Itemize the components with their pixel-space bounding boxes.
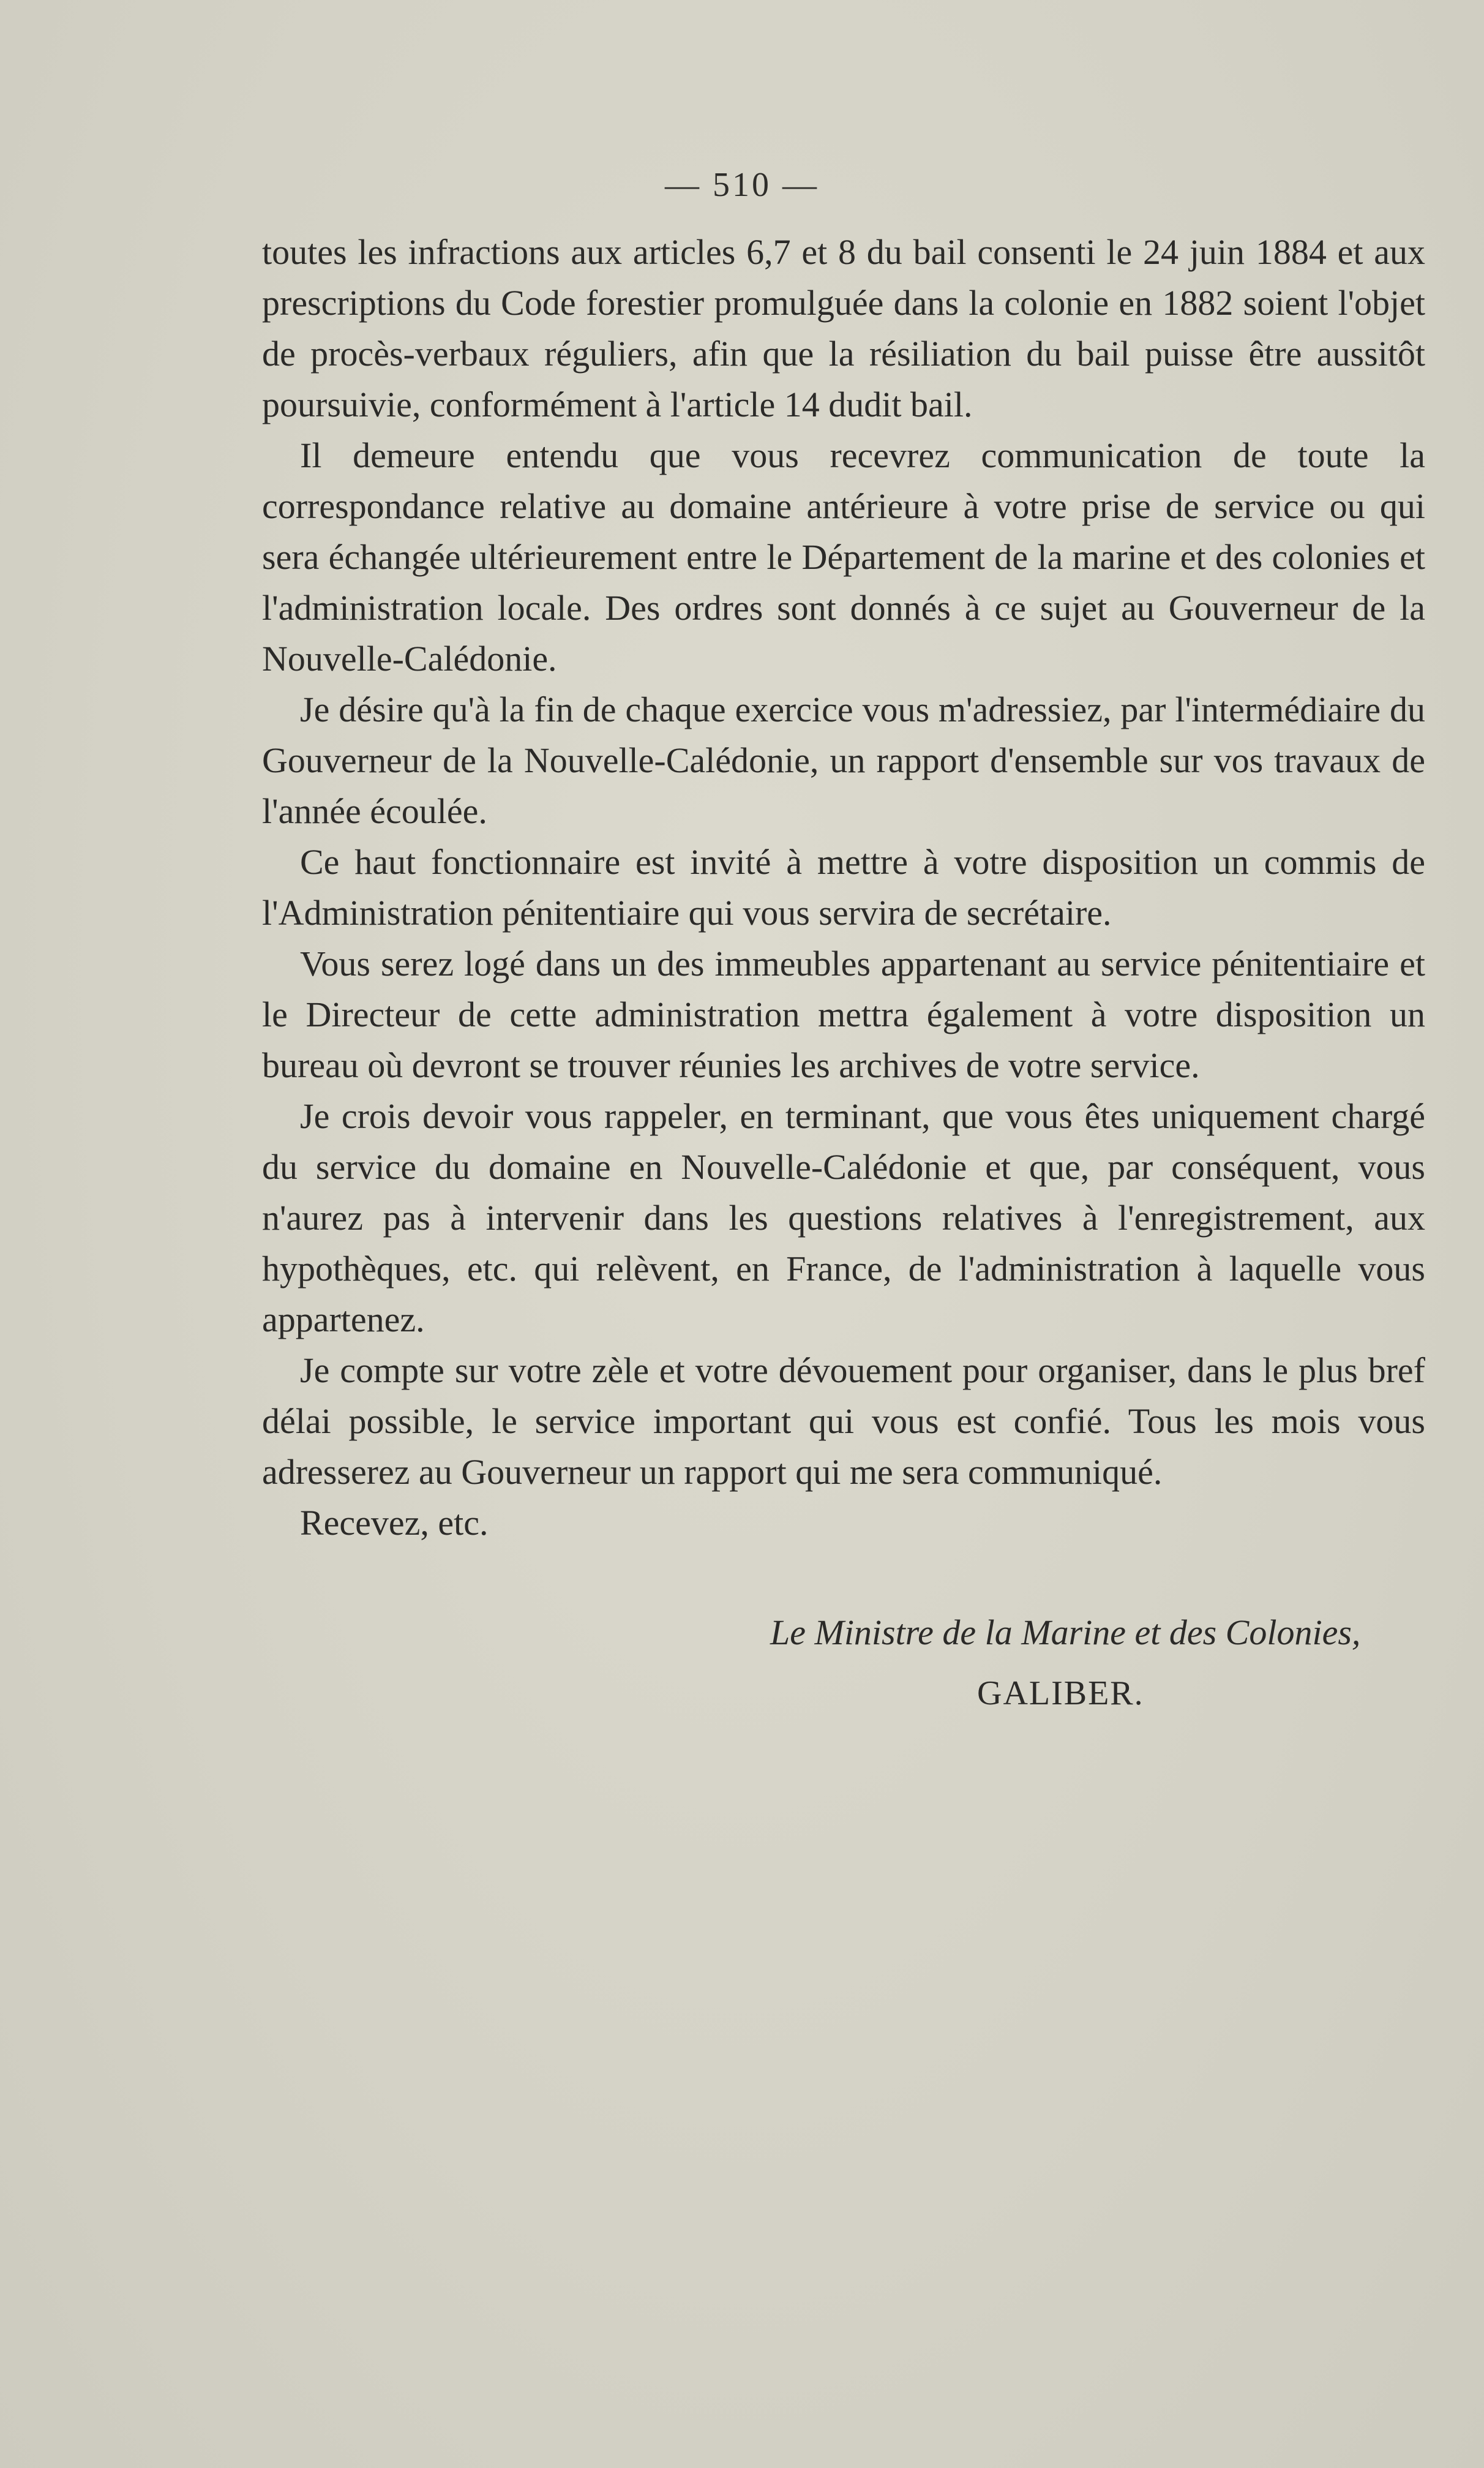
paragraph-6: Je crois devoir vous rappeler, en terminant, que vous êtes uniquement chargé du service du domaine en Nouvelle-Calédonie et que, par conséquent, vous n'aurez pas à intervenir dans les questions relatives à l'enregistrement, aux hypothèques, etc. qui relèvent, en France, de l'administration à laquelle vous appartenez.: [262, 1096, 1425, 1339]
letter-body: [262, 227, 1425, 1548]
signer-name: GALIBER.: [977, 1674, 1144, 1712]
paragraph-2: Il demeure entendu que vous recevrez communication de toute la correspondance relative au domaine antérieure à votre prise de service ou qui sera échangée ultérieurement entre le Département de la marine et des colonies et l'administration locale. Des ordres sont donnés à ce sujet au Gouverneur de la Nouvelle-Calédonie.: [262, 435, 1425, 679]
page-number: — 510 —: [665, 166, 819, 204]
paragraph-8: Recevez, etc.: [300, 1503, 489, 1543]
paragraph-3: Je désire qu'à la fin de chaque exercice vous m'adressiez, par l'intermédiaire du Gouverneur de la Nouvelle-Calédonie, un rapport d'ensemble sur vos travaux de l'année écoulée.: [262, 690, 1425, 831]
paragraph-5: Vous serez logé dans un des immeubles appartenant au service pénitentiaire et le Directeur de cette administration mettra également à votre disposition un bureau où devront se trouver réunies les archives de votre service.: [262, 944, 1425, 1085]
paragraph-7: Je compte sur votre zèle et votre dévouement pour organiser, dans le plus bref délai possible, le service important qui vous est confié. Tous les mois vous adresserez au Gouverneur un rapport qui me sera communiqué.: [262, 1350, 1425, 1492]
paragraph-1: toutes les infractions aux articles 6,7 et 8 du bail consenti le 24 juin 1884 et aux prescriptions du Code forestier promulguée dans la colonie en 1882 soient l'objet de procès-verbaux réguliers, afin que la résiliation du bail puisse être aussitôt poursuivie, conformément à l'article 14 dudit bail.: [262, 232, 1425, 424]
paragraph-4: Ce haut fonctionnaire est invité à mettre à votre disposition un commis de l'Administration pénitentiaire qui vous servira de secrétaire.: [262, 842, 1425, 933]
signature-title: Le Ministre de la Marine et des Colonies,: [770, 1612, 1361, 1652]
